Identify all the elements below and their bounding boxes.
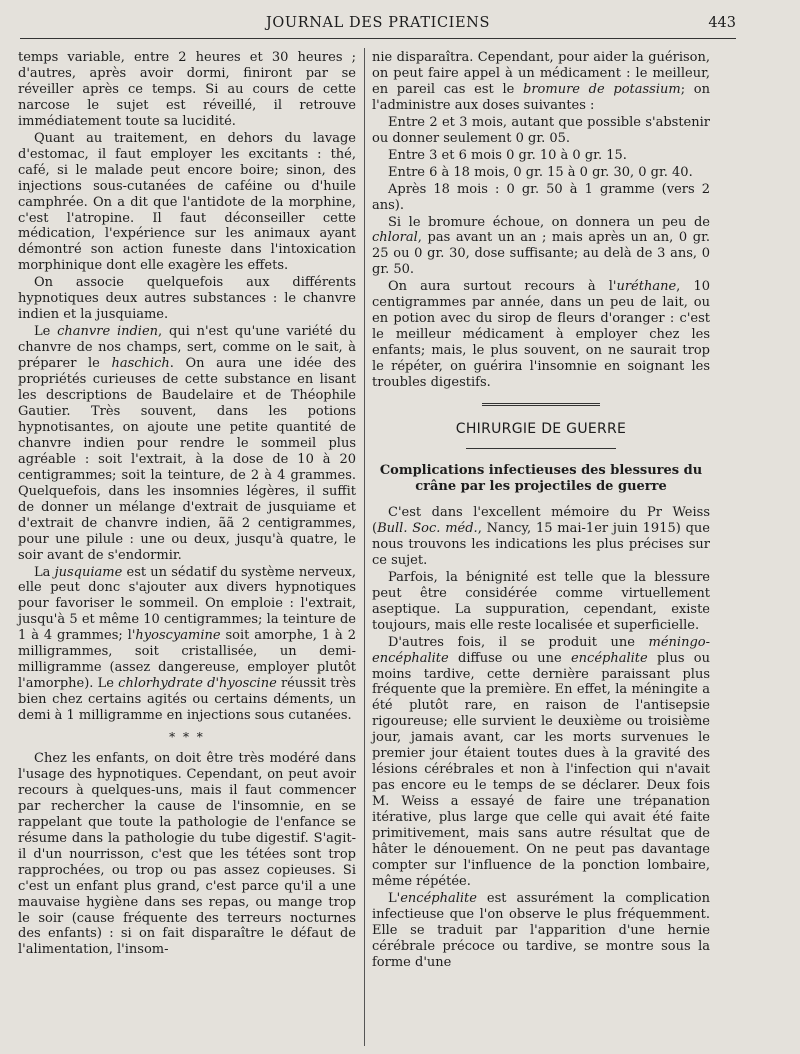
dose-line: Entre 3 et 6 mois 0 gr. 10 à 0 gr. 15.: [388, 147, 627, 163]
paragraph: On associe quelquefois aux différents hypnotiques deux autres substances : le chanvre indien et la jusquiame.: [18, 275, 356, 323]
italic-term: chanvre indien: [57, 324, 159, 340]
asterism: * * *: [169, 730, 205, 745]
italic-term: méningo-encéphalite: [372, 634, 710, 666]
paragraph: Quant au traitement, en dehors du lavage d'estomac, il faut employer les excitants : thé, café, si le malade peut encore boire; sinon, des injections sous-cutanées de caféine ou d'huile camphrée. On a dit que l'antidote de la morphine, c'est l'atropine. Il faut déconseiller cette médication, l'expérience sur les animaux ayant démontré son action funeste dans l'intoxication morphinique dont elle exagère les effets.: [18, 130, 356, 274]
italic-term: haschich: [111, 356, 170, 372]
paragraph: Si le bromure échoue, on donnera un peu de chloral, pas avant un an ; mais après un an, 0 gr. 25 ou 0 gr. 30, dose suffisante; au delà de 3 ans, 0 gr. 50.: [372, 214, 710, 278]
section-title-rule: [466, 448, 616, 449]
page-header: [20, 12, 736, 34]
italic-term: hyoscyamine: [135, 628, 221, 644]
dose-line: Entre 6 à 18 mois, 0 gr. 15 à 0 gr. 30, 0 gr. 40.: [388, 164, 693, 180]
section-divider: [482, 403, 600, 408]
paragraph: Le chanvre indien, qui n'est qu'une variété du chanvre de nos champs, sert, comme on le sait, à préparer le haschich. On aura une idée des propriétés curieuses de cette substance en lisant les descriptions de Baudelaire et de Théophile Gautier. Très souvent, dans les potions hypnotisantes, on ajoute une petite quantité de chanvre indien pour rendre le sommeil plus agréable : soit l'extrait, à la dose de 10 à 20 centigrammes; soit la teinture, de 2 à 4 grammes. Quelquefois, dans les insomnies légères, il suffit de donner un mélange d'extrait de jusquiame et d'extrait de chanvre indien, ãã 2 centigrammes, pour une pilule : une ou deux, jusqu'à quatre, le soir avant de s'endormir.: [18, 324, 356, 563]
italic-term: jusquiame: [54, 564, 123, 580]
section-title: CHIRURGIE DE GUERRE: [455, 421, 627, 438]
paragraph: D'autres fois, il se produit une méningo-encéphalite diffuse ou une encéphalite plus ou moins tardive, cette dernière paraissant plus fréquente que la première. En effet, la méningite a été plutôt rare, en raison de l'antisepsie rigoureuse; elle survient le deuxième ou troisième jour, jamais avant, car les morts survenues le premier jour étaient toutes dues à la gravité des lésions cérébrales et non à l'infection qui n'avait pas encore eu le temps de se déclarer. Deux fois M. Weiss a essayé de faire une trépanation itérative, plus large que celle qui avait été faite primitivement, mais sans autre résultat que de hâter le dénouement. On ne peut pas davantage compter sur l'influence de la ponction lombaire, même répétée.: [372, 634, 710, 889]
italic-term: Bull. Soc. méd.: [377, 520, 478, 536]
paragraph: Chez les enfants, on doit être très modéré dans l'usage des hypnotiques. Cependant, on peut avoir recours à quelques-uns, mais il faut commencer par rechercher la cause de l'insomnie, en se rappelant que toute la pathologie de l'enfance se résume dans la pathologie du tube digestif. S'agit-il d'un nourrisson, c'est que les tétées sont trop rapprochées, ou trop ou pas assez copieuses. Si c'est un enfant plus grand, c'est parce qu'il a une mauvaise hygiène dans ses repas, ou mange trop le soir (cause fréquente des terreurs nocturnes des enfants) : si on fait disparaître le défaut de l'alimentation, l'insom-: [18, 750, 356, 958]
dose-line: Après 18 mois : 0 gr. 50 à 1 gramme (vers 2 ans).: [372, 181, 710, 213]
paragraph: temps variable, entre 2 heures et 30 heures ; d'autres, après avoir dormi, finiront par se réveiller après ce temps. Si au cours de cette narcose le sujet est réveillé, il retrouve immédiatement toute sa lucidité.: [18, 50, 356, 129]
italic-term: bromure de potassium: [523, 81, 681, 97]
article-title: Complications infectieuses des blessures du crâne par les projectiles de guerre: [379, 462, 703, 494]
paragraph: On aura surtout recours à l'uréthane, 10 centigrammes par année, dans un peu de lait, ou en potion avec du sirop de fleurs d'oranger : c'est le meilleur médicament à employer chez les enfants; mais, le plus souvent, on ne saurait trop le répéter, on guérira l'insomnie en soignant les troubles digestifs.: [372, 279, 710, 391]
left-column: [18, 50, 356, 958]
paragraph: La jusquiame est un sédatif du système nerveux, elle peut donc s'ajouter aux divers hypnotiques pour favoriser le sommeil. On emploie : l'extrait, jusqu'à 5 et même 10 centigrammes; la teinture de 1 à 4 grammes; l'hyoscyamine soit amorphe, 1 à 2 milligrammes, soit cristallisée, un demi-milligramme (assez dangereuse, employer plutôt l'amorphe). Le chlorhydrate d'hyoscine réussit très bien chez certains agités ou certains déments, un demi à 1 milligramme en injections sous cutanées.: [18, 564, 356, 724]
paragraph: Parfois, la bénignité est telle que la blessure peut être considérée comme virtuellement aseptique. La suppuration, cependant, existe toujours, mais elle reste localisée et superficielle.: [372, 569, 710, 633]
italic-term: chloral: [372, 230, 418, 246]
right-column: [372, 50, 710, 971]
page-number: 443: [708, 15, 736, 31]
italic-term: encéphalite: [570, 650, 648, 666]
paragraph: C'est dans l'excellent mémoire du Pr Weiss (Bull. Soc. méd., Nancy, 15 mai-1er juin 1915) que nous trouvons les indications les plus précises sur ce sujet.: [372, 504, 710, 568]
italic-term: encéphalite: [400, 890, 477, 906]
column-separator: [364, 48, 365, 1046]
running-head: JOURNAL DES PRATICIENS: [266, 15, 490, 31]
paragraph: nie disparaîtra. Cependant, pour aider la guérison, on peut faire appel à un médicament : le meilleur, en pareil cas est le bromure de potassium; on l'administre aux doses suivantes :: [372, 50, 710, 113]
italic-term: uréthane: [616, 279, 677, 295]
dose-line: Entre 2 et 3 mois, autant que possible s'abstenir ou donner seulement 0 gr. 05.: [372, 114, 710, 146]
italic-term: chlorhydrate d'hyoscine: [118, 676, 277, 692]
header-rule: [20, 38, 736, 39]
paragraph: L'encéphalite est assurément la complication infectieuse que l'on observe le plus fréquemment. Elle se traduit par l'apparition d'une hernie cérébrale précoce ou tardive, se montre sous la forme d'une: [372, 890, 710, 970]
